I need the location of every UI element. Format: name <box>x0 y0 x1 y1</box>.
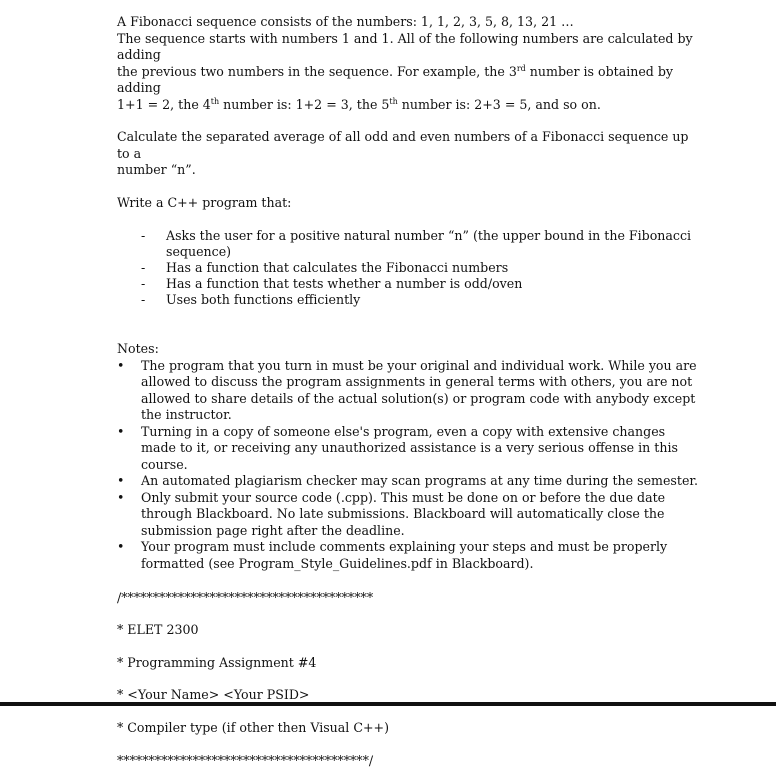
list-item: • An automated plagiarism checker may scan programs at any time during the semester. <box>117 473 699 488</box>
notes-heading: Notes: <box>117 341 159 356</box>
intro-line: 1+1 = 2, the 4th number is: 1+2 = 3, the 5th number is: 2+3 = 5, and so on. <box>117 96 601 112</box>
intro-line: The sequence starts with numbers 1 and 1. All of the following numbers are calculated by adding <box>117 30 693 62</box>
notes-list <box>117 358 697 573</box>
assignment-line: * Programming Assignment #4 <box>117 655 317 670</box>
task-paragraph: Calculate the separated average of all odd and even numbers of a Fibonacci sequence up to a number “n”. <box>117 129 689 177</box>
requirements-list <box>117 228 697 308</box>
list-item: - Asks the user for a positive natural number “n” (the upper bound in the Fibonacci sequence) <box>141 228 692 259</box>
compiler-line: * Compiler type (if other then Visual C++) <box>117 720 389 735</box>
intro-line: A Fibonacci sequence consists of the numbers: 1, 1, 2, 3, 5, 8, 13, 21 … <box>117 14 574 29</box>
list-item: • Your program must include comments explaining your steps and must be properly formatted (see Program_Style_Guidelines.pdf in Blackboard). <box>117 539 668 571</box>
assignment-document <box>117 14 697 769</box>
comment-close-line: ****************************************/ <box>117 753 374 768</box>
intro-line: the previous two numbers in the sequence. For example, the 3rd number is obtained by adding <box>117 63 674 95</box>
name-line: * <Your Name> <Your PSID> <box>117 687 310 702</box>
list-item: - Has a function that tests whether a number is odd/oven <box>141 276 523 291</box>
course-line: * ELET 2300 <box>117 622 199 637</box>
page-bottom-border <box>0 702 776 706</box>
write-prompt: Write a C++ program that: <box>117 194 292 210</box>
list-item: - Uses both functions efficiently <box>141 292 361 307</box>
intro-paragraph <box>117 14 697 113</box>
list-item: • Turning in a copy of someone else's program, even a copy with extensive changes made to it, or receiving any unauthorized assistance is a very serious offense in this course. <box>117 423 678 472</box>
list-item: • Only submit your source code (.cpp). This must be done on or before the due date through Blackboard. No late submissions. Blackboard will automatically close the submission page right after the deadline. <box>117 489 666 538</box>
comment-open-line: /**************************************** <box>117 590 374 605</box>
list-item: • The program that you turn in must be your original and individual work. While you are allowed to discuss the program assignments in general terms with others, you are not allowed to share details of the actual solution(s) or program code with anybody except the instructor. <box>117 357 697 422</box>
list-item: - Has a function that calculates the Fibonacci numbers <box>141 260 509 275</box>
program-header-comment <box>117 590 697 769</box>
